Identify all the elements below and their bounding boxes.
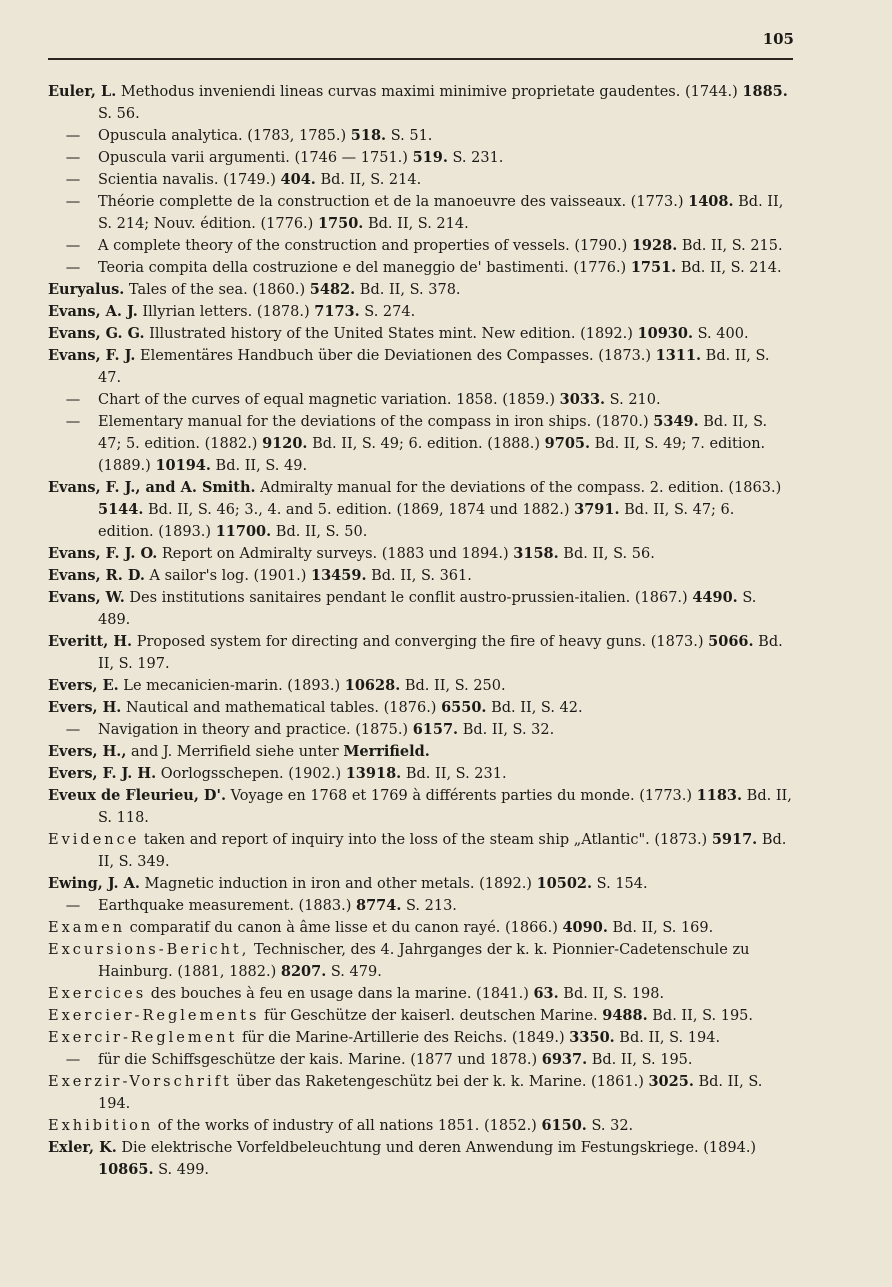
entry-text: Report on Admiralty surveys. (1883 und 1894.) (157, 546, 514, 562)
catalog-number: 3033. (559, 391, 606, 408)
catalog-number: 4090. (562, 919, 608, 936)
entry-text: Die elektrische Vorfeldbeleuchtung und deren Anwendung im Festungskriege. (1894.) (116, 1140, 757, 1156)
index-entry (48, 1137, 793, 1181)
entry-text: Illyrian letters. (1878.) (137, 304, 315, 320)
entry-author: Evers, F. J. H. (48, 765, 157, 782)
ditto-dash: — (65, 194, 81, 210)
catalog-number: 11700. (215, 523, 272, 540)
index-entry (48, 81, 793, 125)
index-entry (48, 345, 793, 389)
entry-text: Elementary manual for the deviations of the compass in iron ships. (1870.) (98, 414, 654, 430)
ditto-dash: — (65, 128, 81, 144)
entry-text: Le mecanicien-marin. (1893.) (118, 678, 345, 694)
entry-text: Technischer, des 4. Jahrganges der k. k. Pionnier-Cadetenschule zu Hainburg. (1881, 1882.) (98, 942, 750, 980)
entry-text: Bd. II, S. 49; 7. edition. (1889.) (98, 436, 766, 474)
catalog-number: 9705. (544, 435, 591, 452)
sub-entry (48, 257, 793, 279)
entry-text: S. 499. (153, 1162, 210, 1178)
entry-text: Théorie complette de la construction et de la manoeuvre des vaisseaux. (1773.) (98, 194, 689, 210)
catalog-number: 6937. (541, 1051, 588, 1068)
catalog-number: 10930. (637, 325, 694, 342)
entry-text: comparatif du canon à âme lisse et du canon rayé. (1866.) (125, 920, 563, 936)
entry-text: Teoria compita della costruzione e del maneggio de' bastimenti. (1776.) (98, 260, 631, 276)
catalog-number: 6550. (441, 699, 487, 716)
catalog-number: 63. (533, 985, 559, 1002)
index-entry (48, 697, 793, 719)
sub-entry (48, 169, 793, 191)
sub-entry (48, 191, 793, 235)
entry-text: Bd. II, S. 194. (98, 1074, 763, 1112)
catalog-number: 9488. (602, 1007, 648, 1024)
sub-entry (48, 235, 793, 257)
entry-text: Bd. II, S. 47. (98, 348, 770, 386)
entry-text: taken and report of inquiry into the loss of the steam ship „Atlantic". (1873.) (139, 832, 712, 848)
entry-text: Bd. II, S. 32. (458, 722, 555, 738)
index-entry (48, 1027, 793, 1049)
sub-entry (48, 147, 793, 169)
page-number: 105 (762, 30, 794, 48)
entry-text: Illustrated history of the United States mint. New edition. (1892.) (144, 326, 638, 342)
catalog-number: 8207. (280, 963, 327, 980)
catalog-number: 4490. (692, 589, 738, 606)
entry-text: Bd. II, S. 56. (558, 546, 655, 562)
catalog-number: 3350. (569, 1029, 615, 1046)
catalog-number: 13918. (345, 765, 402, 782)
index-entries (48, 81, 793, 1181)
ditto-dash: — (65, 898, 81, 914)
entry-text: Nautical and mathematical tables. (1876.) (121, 700, 442, 716)
index-entry (48, 301, 793, 323)
entry-text: Bd. II, S. 46; 3., 4. and 5. edition. (1869, 1874 und 1882.) (143, 502, 575, 518)
entry-text: für die Schiffsgeschütze der kais. Marine. (1877 und 1878.) (98, 1052, 542, 1068)
entry-text: Bd. II, S. 214. (676, 260, 782, 276)
sub-entry (48, 719, 793, 741)
entry-author: Evans, G. G. (48, 325, 145, 342)
entry-text: Bd. II, S. 42. (486, 700, 583, 716)
entry-text: Bd. II, S. 118. (98, 788, 792, 826)
entry-text: Bd. II, S. 378. (355, 282, 461, 298)
index-entry (48, 477, 793, 543)
catalog-number: 1750. (317, 215, 364, 232)
entry-author: Euler, L. (48, 83, 117, 100)
entry-author: Merrifield. (343, 743, 430, 760)
index-entry (48, 873, 793, 895)
entry-text: S. 154. (592, 876, 648, 892)
catalog-number: 519. (412, 149, 448, 166)
catalog-number: 8774. (355, 897, 402, 914)
entry-keyword: Exercir-Reglement (48, 1030, 238, 1046)
header-rule (48, 58, 793, 60)
entry-text: Navigation in theory and practice. (1875.) (98, 722, 413, 738)
catalog-number: 10865. (98, 1161, 154, 1178)
entry-text: S. 210. (605, 392, 661, 408)
index-entry (48, 983, 793, 1005)
catalog-number: 5144. (98, 501, 144, 518)
catalog-number: 6157. (412, 721, 459, 738)
catalog-number: 1928. (631, 237, 678, 254)
entry-text: Bd. II, S. 197. (98, 634, 783, 672)
index-entry (48, 1115, 793, 1137)
entry-text: Bd. II, S. 195. (587, 1052, 693, 1068)
entry-text: Bd. II, S. 49. (210, 458, 308, 474)
index-entry (48, 917, 793, 939)
catalog-number: 3158. (513, 545, 559, 562)
entry-text: Opuscula varii argumenti. (1746 — 1751.) (98, 150, 413, 166)
entry-author: Evans, R. D. (48, 567, 145, 584)
entry-keyword: Exhibition (48, 1118, 154, 1134)
catalog-number: 1183. (696, 787, 743, 804)
ditto-dash: — (65, 172, 81, 188)
entry-author: Eveux de Fleurieu, D'. (48, 787, 226, 804)
entry-text: S. 489. (98, 590, 757, 628)
catalog-number: 1751. (630, 259, 677, 276)
index-entry (48, 565, 793, 587)
entry-text: Bd. II, S. 47; 5. edition. (1882.) (98, 414, 768, 452)
entry-text: des bouches à feu en usage dans la marine. (1841.) (146, 986, 534, 1002)
index-entry (48, 1005, 793, 1027)
catalog-number: 7173. (314, 303, 360, 320)
entry-text: Bd. II, S. 215. (677, 238, 783, 254)
entry-text: Bd. II, S. 49; 6. edition. (1888.) (307, 436, 545, 452)
entry-text: Tales of the sea. (1860.) (124, 282, 310, 298)
entry-text: Opuscula analytica. (1783, 1785.) (98, 128, 351, 144)
catalog-number: 5917. (711, 831, 758, 848)
index-entry (48, 675, 793, 697)
entry-text: S. 56. (98, 106, 140, 122)
entry-text: Earthquake measurement. (1883.) (98, 898, 356, 914)
index-entry (48, 939, 793, 983)
entry-text: für die Marine-Artillerie des Reichs. (1849.) (237, 1030, 570, 1046)
entry-author: Evans, F. J., and A. Smith. (48, 479, 256, 496)
index-entry (48, 587, 793, 631)
entry-text: S. 213. (401, 898, 457, 914)
entry-text: Proposed system for directing and converging the fire of heavy guns. (1873.) (132, 634, 709, 650)
ditto-dash: — (65, 150, 81, 166)
catalog-number: 5482. (309, 281, 356, 298)
catalog-number: 1311. (655, 347, 702, 364)
entry-keyword: Excursions-Bericht, (48, 942, 250, 958)
index-entry (48, 829, 793, 873)
entry-text: of the works of industry of all nations 1851. (1852.) (153, 1118, 542, 1134)
entry-text: Bd. II, S. 214. (363, 216, 469, 232)
index-entry (48, 785, 793, 829)
entry-text: S. 400. (693, 326, 749, 342)
entry-author: Evans, W. (48, 589, 125, 606)
catalog-number: 3791. (574, 501, 620, 518)
ditto-dash: — (65, 1052, 81, 1068)
entry-text: Oorlogsschepen. (1902.) (156, 766, 346, 782)
entry-text: Bd. II, S. 231. (401, 766, 507, 782)
sub-entry (48, 125, 793, 147)
entry-author: Evans, F. J. (48, 347, 136, 364)
entry-text: Des institutions sanitaires pendant le conflit austro-prussien-italien. (1867.) (124, 590, 693, 606)
entry-text: Scientia navalis. (1749.) (98, 172, 281, 188)
index-entry (48, 763, 793, 785)
entry-text: Bd. II, S. 195. (647, 1008, 754, 1024)
entry-text: Bd. II, S. 50. (271, 524, 368, 540)
entry-author: Evans, F. J. O. (48, 545, 158, 562)
ditto-dash: — (65, 260, 81, 276)
entry-keyword: Exerzir-Vorschrift (48, 1074, 232, 1090)
index-entry (48, 543, 793, 565)
entry-text: Elementäres Handbuch über die Deviationen des Compasses. (1873.) (135, 348, 656, 364)
entry-text: Bd. II, S. 214. (315, 172, 422, 188)
catalog-number: 1408. (688, 193, 734, 210)
entry-text: Bd. II, S. 169. (607, 920, 714, 936)
entry-text: Magnetic induction in iron and other metals. (1892.) (139, 876, 537, 892)
entry-text: S. 479. (326, 964, 382, 980)
entry-text: Bd. II, S. 361. (366, 568, 472, 584)
entry-text: Voyage en 1768 et 1769 à différents parties du monde. (1773.) (226, 788, 697, 804)
entry-text: Bd. II, S. 47; 6. edition. (1893.) (98, 502, 735, 540)
entry-keyword: Examen (48, 920, 126, 936)
ditto-dash: — (65, 414, 81, 430)
sub-entry (48, 1049, 793, 1071)
sub-entry (48, 411, 793, 477)
entry-author: Evers, H., (48, 743, 127, 760)
entry-author: Exler, K. (48, 1139, 117, 1156)
catalog-number: 518. (350, 127, 387, 144)
entry-author: Evers, E. (48, 677, 119, 694)
entry-text: Bd. II, S. 214; Nouv. édition. (1776.) (98, 194, 784, 232)
entry-keyword: Exercices (48, 986, 147, 1002)
entry-text: Chart of the curves of equal magnetic variation. 1858. (1859.) (98, 392, 560, 408)
entry-author: Euryalus. (48, 281, 125, 298)
catalog-number: 1885. (742, 83, 788, 100)
catalog-number: 404. (280, 171, 316, 188)
entry-text: S. 231. (447, 150, 504, 166)
entry-text: S. 32. (586, 1118, 634, 1134)
catalog-number: 13459. (311, 567, 367, 584)
entry-author: Everitt, H. (48, 633, 133, 650)
entry-author: Evans, A. J. (48, 303, 138, 320)
entry-author: Ewing, J. A. (48, 875, 140, 892)
index-entry (48, 279, 793, 301)
entry-keyword: Exercier-Reglements (48, 1008, 260, 1024)
entry-text: and J. Merrifield siehe unter (126, 744, 344, 760)
catalog-number: 6150. (541, 1117, 587, 1134)
catalog-number: 5349. (653, 413, 699, 430)
ditto-dash: — (65, 238, 81, 254)
entry-text: S. 274. (359, 304, 416, 320)
entry-keyword: Evidence (48, 832, 140, 848)
entry-text: für Geschütze der kaiserl. deutschen Marine. (259, 1008, 603, 1024)
catalog-number: 10194. (155, 457, 211, 474)
index-entry (48, 1071, 793, 1115)
index-entry (48, 741, 793, 763)
entry-text: Admiralty manual for the deviations of the compass. 2. edition. (1863.) (255, 480, 782, 496)
sub-entry (48, 389, 793, 411)
entry-author: Evers, H. (48, 699, 122, 716)
catalog-number: 3025. (648, 1073, 694, 1090)
catalog-number: 10502. (536, 875, 593, 892)
entry-text: Methodus inveniendi lineas curvas maximi minimive proprietate gaudentes. (1744.) (116, 84, 743, 100)
entry-text: Bd. II, S. 198. (558, 986, 665, 1002)
entry-text: Bd. II, S. 250. (400, 678, 506, 694)
entry-text: S. 51. (386, 128, 433, 144)
entry-text: über das Raketengeschütz bei der k. k. Marine. (1861.) (231, 1074, 649, 1090)
entry-text: Bd. II, S. 349. (98, 832, 787, 870)
index-entry (48, 323, 793, 345)
catalog-number: 5066. (708, 633, 754, 650)
catalog-number: 9120. (262, 435, 308, 452)
ditto-dash: — (65, 722, 81, 738)
ditto-dash: — (65, 392, 81, 408)
entry-text: Bd. II, S. 194. (614, 1030, 721, 1046)
catalog-number: 10628. (344, 677, 401, 694)
index-entry (48, 631, 793, 675)
sub-entry (48, 895, 793, 917)
entry-text: A complete theory of the construction and properties of vessels. (1790.) (98, 238, 632, 254)
entry-text: A sailor's log. (1901.) (144, 568, 311, 584)
